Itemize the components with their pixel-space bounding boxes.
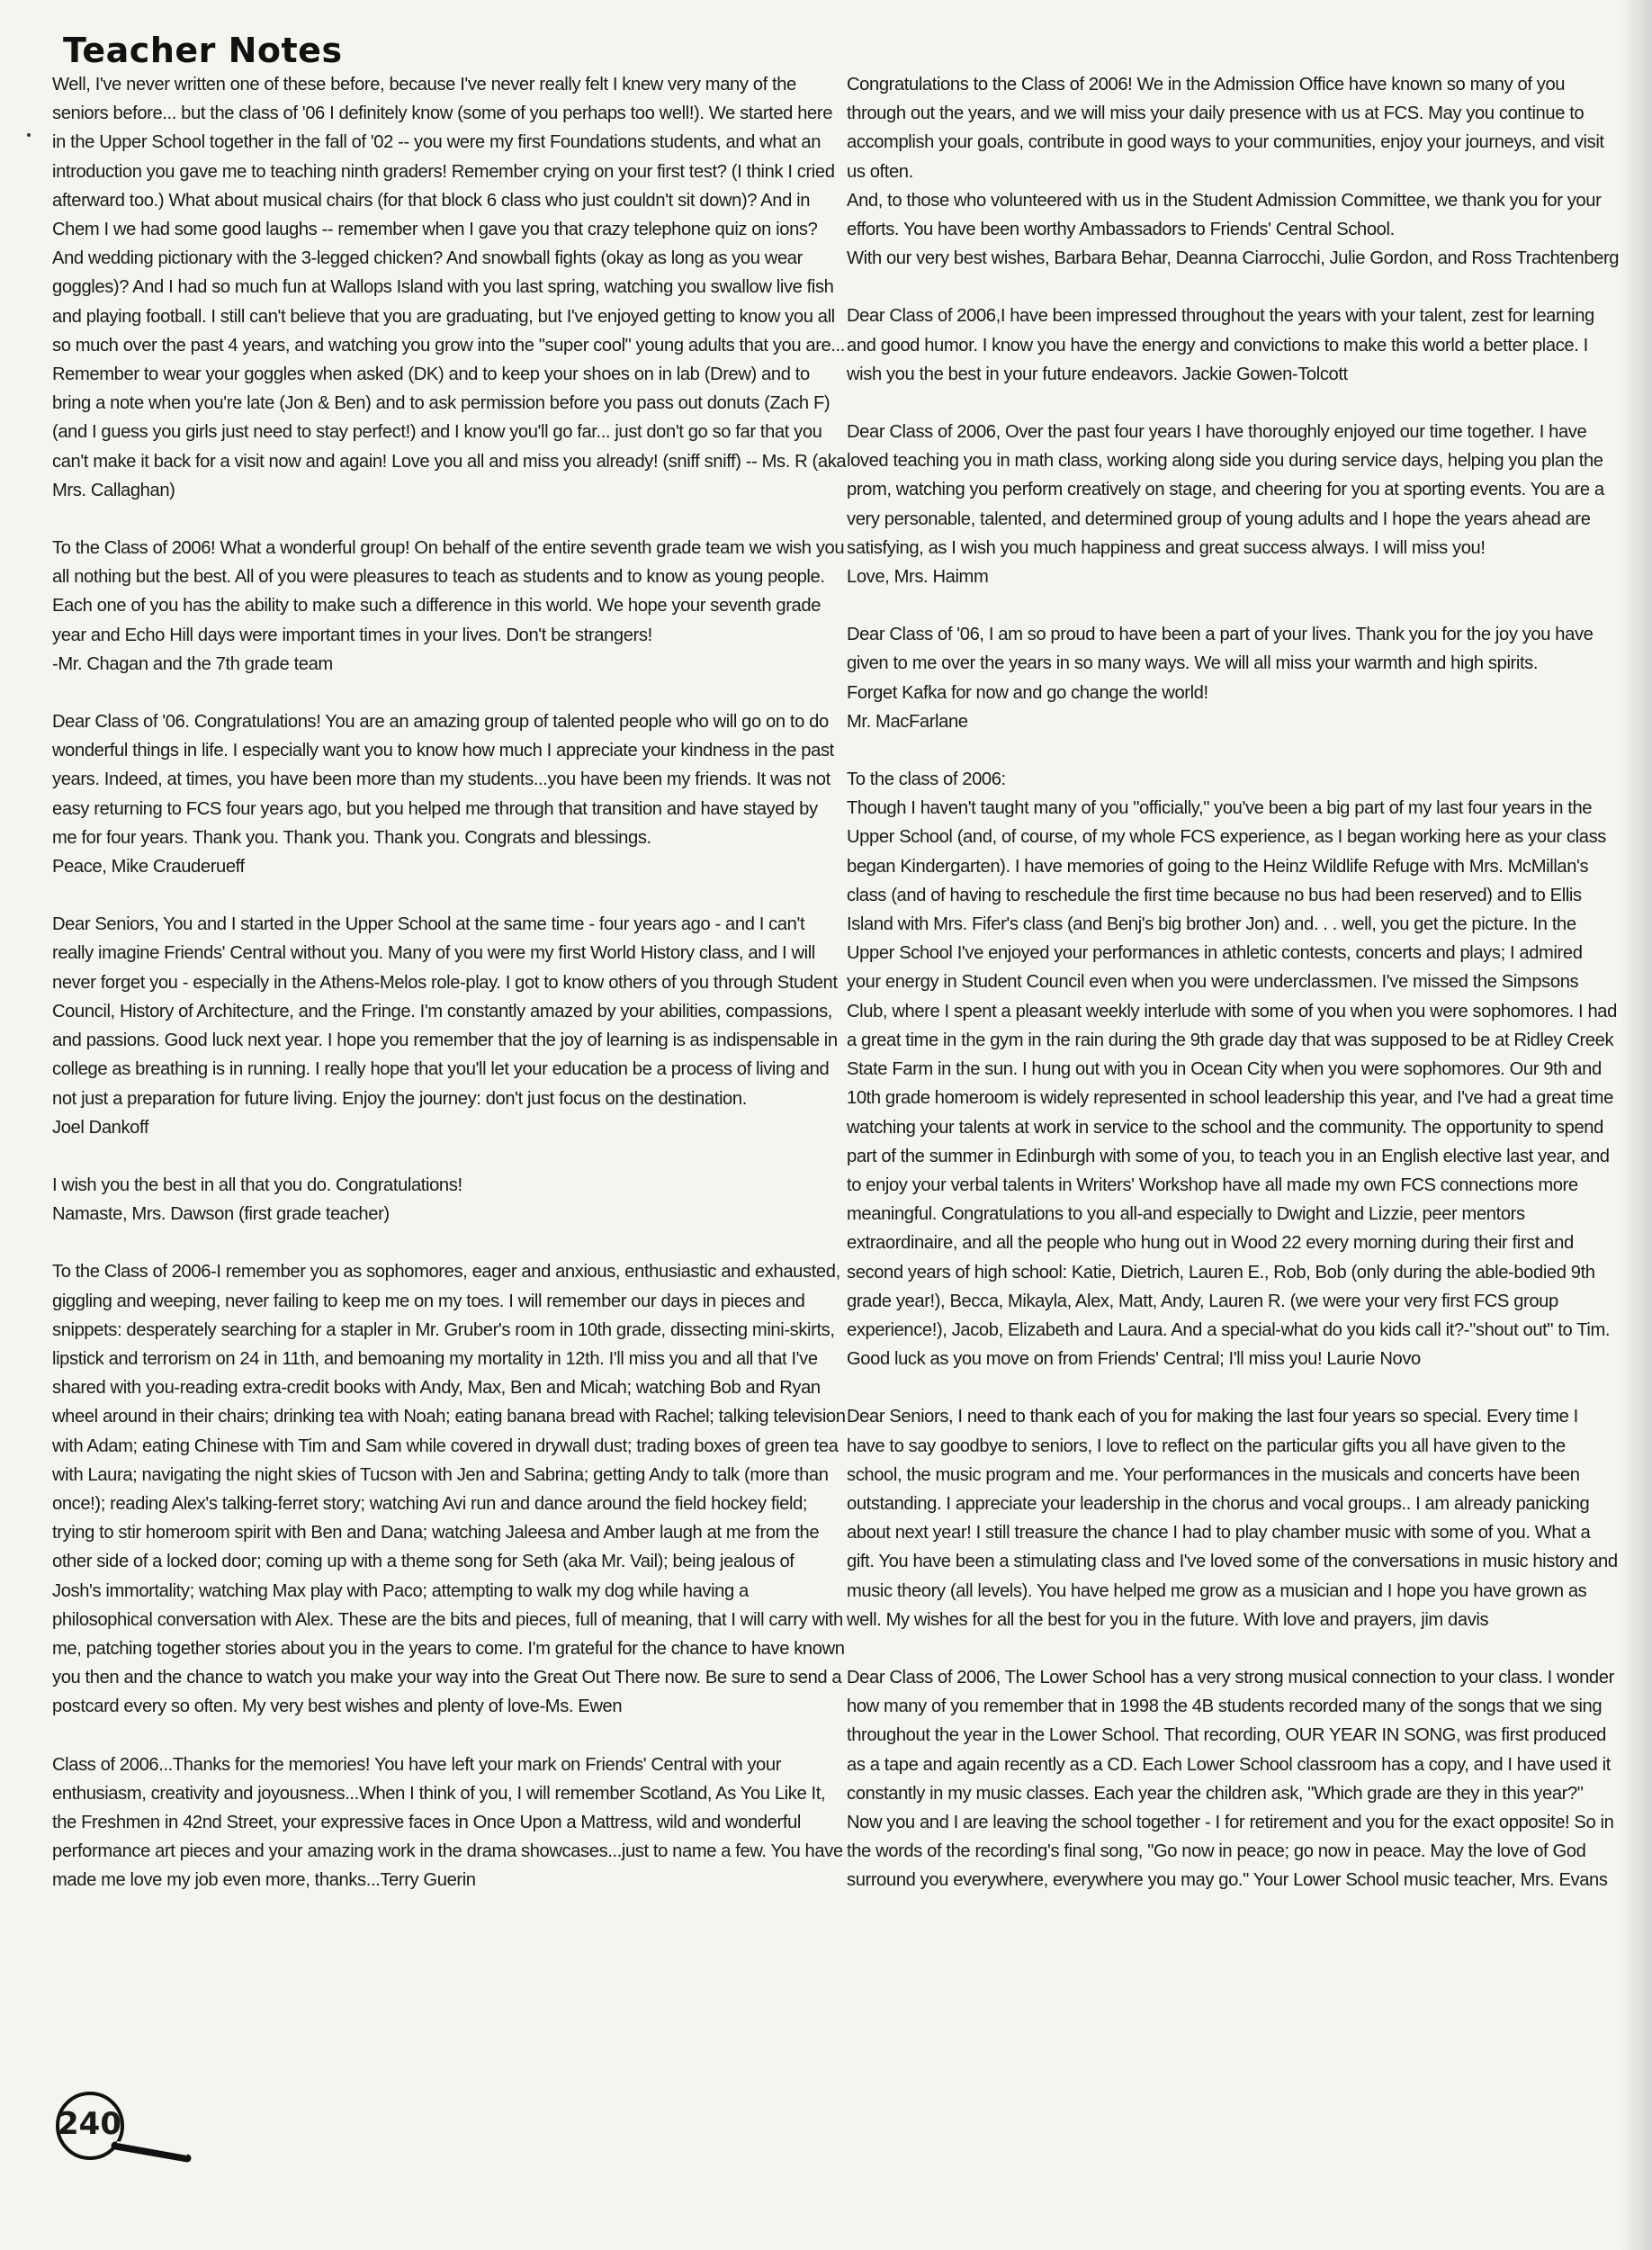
note-paragraph: With our very best wishes, Barbara Behar, Deanna Ciarrocchi, Julie Gordon, and Ross Trachtenberg <box>847 248 1620 269</box>
teacher-note <box>847 70 1621 273</box>
teacher-note <box>52 1171 847 1228</box>
teacher-note <box>847 1402 1621 1634</box>
teacher-note <box>52 70 847 505</box>
right-column <box>847 70 1621 1924</box>
note-paragraph: Mr. MacFarlane <box>847 711 968 732</box>
note-paragraph: Class of 2006...Thanks for the memories! You have left your mark on Friends' Central with your enthusiasm, creativity and joyousness...When I think of you, I will remember Scotland, As You Like It, the Freshmen in 42nd Street, your expressive faces in Once Upon a Mattress, wild and wonderful performance art pieces and your amazing work in the drama showcases...just to name a few. You have made me love my job even more, thanks...Terry Guerin <box>52 1754 843 1891</box>
stray-mark <box>27 133 31 137</box>
note-paragraph: Though I haven't taught many of you "officially," you've been a big part of my last four years in the Upper School (and, of course, of my whole FCS experience, as I began working here as your class began Kindergarten). I have memories of going to the Heinz Wildlife Refuge with Mrs. McMillan's class (and of having to reschedule the first time because no bus had been reserved) and to Ellis Island with Mrs. Fifer's class (and Benj's big brother Jon) and. . . well, you get the picture. In the Upper School I've enjoyed your performances in athletic contests, concerts and plays; I admired your energy in Student Council even when you were underclassmen. I've missed the Simpsons Club, where I spent a pleasant weekly interlude with some of you when you were sophomores. I had a great time in the gym in the rain during the 9th grade day that was supposed to be at Ridley Creek State Farm in the sun. I hung out with you in Ocean City when you were sophomores. Our 9th and 10th grade homeroom is widely represented in school leadership this year, and I've had a great time watching your talents at work in service to the school and the community. The opportunity to spend part of the summer in Edinburgh with some of you, to teach you in an English elective last year, and to enjoy your verbal talents in Writers' Workshop have all made my own FCS connections more meaningful. Congratulations to you all-and especially to Dwight and Lizzie, peer mentors extraordinaire, and all the people who hung out in Wood 22 every morning during their first and second years of high school: Katie, Dietrich, Lauren E., Rob, Bob (only during the able-bodied 9th grade year!), Becca, Mikayla, Alex, Matt, Andy, Lauren R. (we were your very first FCS group experience!), Jacob, Elizabeth and Laura. And a special-what do you kids call it?-"shout out" to Tim. Good luck as you move on from Friends' Central; I'll miss you! Laurie Novo <box>847 798 1617 1370</box>
page-title: Teacher Notes <box>63 31 343 70</box>
note-paragraph: Dear Class of '06, I am so proud to have been a part of your lives. Thank you for the joy you have given to me over the years in so many ways. We will all miss your warmth and high spirits. <box>847 625 1594 674</box>
teacher-note <box>52 1750 847 1895</box>
note-paragraph: Dear Class of 2006, The Lower School has a very strong musical connection to your class. I wonder how many of you remember that in 1998 the 4B students recorded many of the songs that we sing throughout the year in the Lower School. That recording, OUR YEAR IN SONG, was first produced as a tape and again recently as a CD. Each Lower School classroom has a copy, and I have used it constantly in my music classes. Each year the children ask, "Which grade are they in this year?" Now you and I are leaving the school together - I for retirement and you for the exact opposite! So in the words of the recording's final song, "Go now in peace; go now in peace. May the love of God surround you everywhere, everywhere you may go." Your Lower School music teacher, Mrs. Evans <box>847 1667 1614 1891</box>
teacher-note <box>847 620 1621 736</box>
teacher-note <box>52 910 847 1142</box>
note-paragraph: Forget Kafka for now and go change the world! <box>847 682 1208 703</box>
page-number: 240 <box>58 2106 121 2142</box>
teacher-note <box>52 707 847 881</box>
teacher-note <box>847 302 1621 389</box>
note-paragraph: Dear Seniors, I need to thank each of you for making the last four years so special. Every time I have to say goodbye to seniors, I love to reflect on the particular gifts you all have given to the school, the music program and me. Your performances in the musicals and concerts have been outstanding. I appreciate your leadership in the chorus and vocal groups.. I am already panicking about next year! I still treasure the chance I had to play chamber music with some of you. What a gift. You have been a stimulating class and I've loved some of the conversations in music history and music theory (all levels). You have helped me grow as a musician and I hope you have grown as well. My wishes for all the best for you in the future. With love and prayers, jim davis <box>847 1407 1618 1630</box>
note-paragraph: And, to those who volunteered with us in the Student Admission Committee, we thank you for your efforts. You have been worthy Ambassadors to Friends' Central School. <box>847 190 1602 240</box>
left-column <box>52 70 847 1924</box>
note-paragraph: I wish you the best in all that you do. Congratulations! <box>52 1174 462 1195</box>
teacher-note <box>52 534 847 679</box>
note-paragraph: Dear Class of 2006, Over the past four years I have thoroughly enjoyed our time together. I have loved teaching you in math class, working along side you during service days, helping you plan the prom, watching you perform creatively on stage, and cheering for you at sporting events. You are a very personable, talented, and determined group of young adults and I hope the years ahead are satisfying, as I wish you much happiness and great success always. I will miss you! <box>847 422 1604 558</box>
teacher-note <box>847 765 1621 1373</box>
teacher-note <box>52 1257 847 1721</box>
note-paragraph: Peace, Mike Crauderueff <box>52 857 245 878</box>
note-paragraph: Namaste, Mrs. Dawson (first grade teacher) <box>52 1204 390 1225</box>
binding-shadow <box>1620 0 1652 2250</box>
teacher-note <box>847 418 1621 591</box>
note-paragraph: To the Class of 2006-I remember you as sophomores, eager and anxious, enthusiastic and exhausted, giggling and weeping, never failing to keep me on my toes. I will remember our days in pieces and snippets: desperately searching for a stapler in Mr. Gruber's room in 10th grade, dissecting mini-skirts, lipstick and terrorism on 24 in 11th, and bemoaning my mortality in 12th. I'll miss you and all that I've shared with you-reading extra-credit books with Andy, Max, Ben and Micah; watching Bob and Ryan wheel around in their chairs; drinking tea with Noah; eating banana bread with Rachel; talking television with Adam; eating Chinese with Tim and Sam while covered in drywall dust; trading boxes of green tea with Laura; navigating the night skies of Tucson with Jen and Sabrina; getting Andy to talk (more than once!); reading Alex's talking-ferret story; watching Avi run and dance around the field hockey field; trying to stir homeroom spirit with Ben and Dana; watching Jaleesa and Amber laugh at me from the other side of a locked door; coming up with a theme song for Seth (aka Mr. Vail); being jealous of Josh's immortality; watching Max play with Paco; attempting to walk my dog while having a philosophical conversation with Alex. These are the bits and pieces, full of meaning, that I will carry with me, patching together stories about you in the years to come. I'm grateful for the chance to have known you then and the chance to watch you make your way into the Great Out There now. Be sure to send a postcard every so often. My very best wishes and plenty of love-Ms. Ewen <box>52 1262 846 1717</box>
note-paragraph: Dear Class of 2006,I have been impressed throughout the years with your talent, zest for learning and good humor. I know you have the energy and convictions to make this world a better place. I wish you the best in your future endeavors. Jackie Gowen-Tolcott <box>847 306 1594 384</box>
note-paragraph: Love, Mrs. Haimm <box>847 567 989 588</box>
note-paragraph: Dear Class of '06. Congratulations! You are an amazing group of talented people who will go on to do wonderful things in life. I especially want you to know how much I appreciate your kindness in the past years. Indeed, at times, you have been more than my students...you have been my friends. It was not easy returning to FCS four years ago, but you helped me through that transition and have stayed by me for four years. Thank you. Thank you. Thank you. Congrats and blessings. <box>52 712 834 848</box>
note-paragraph: To the class of 2006: <box>847 770 1006 790</box>
note-paragraph: Well, I've never written one of these before, because I've never really felt I knew very many of the seniors before... but the class of '06 I definitely know (some of you perhaps too well!). We started here in the Upper School together in the fall of '02 -- you were my first Foundations students, and what an introduction you gave me to teaching ninth graders! Remember crying on your first test? (I think I cried afterward too.) What about musical chairs (for that block 6 class who just couldn't sit down)? And in Chem I we had some good laughs -- remember when I gave you that crazy telephone quiz on ions? And wedding pictionary with the 3-legged chicken? And snowball fights (okay as long as you wear goggles)? And I had so much fun at Wallops Island with you last spring, watching you swallow live fish and playing football. I still can't believe that you are graduating, but I've enjoyed getting to know you all so much over the past 4 years, and watching you grow into the "super cool" young adults that you are... Remember to wear your goggles when asked (DK) and to keep your shoes on in lab (Drew) and to bring a note when you're late (Jon & Ben) and to ask permission before you pass out donuts (Zach F) (and I guess you girls just need to stay perfect!) and I know you'll go far... just don't go so far that you can't make it back for a visit now and again! Love you all and miss you already! (sniff sniff) -- Ms. R (aka Mrs. Callaghan) <box>52 75 847 500</box>
page-number-badge <box>52 2086 196 2167</box>
note-paragraph: To the Class of 2006! What a wonderful group! On behalf of the entire seventh grade team we wish you all nothing but the best. All of you were pleasures to teach as students and to know as young people. Each one of you has the ability to make such a difference in this world. We hope your seventh grade year and Echo Hill days were important times in your lives. Don't be strangers! <box>52 538 845 645</box>
note-paragraph: Congratulations to the Class of 2006! We in the Admission Office have known so many of you through out the years, and we will miss your daily presence with us at FCS. May you continue to accomplish your goals, contribute in good ways to your communities, enjoy your journeys, and visit us often. <box>847 75 1604 182</box>
note-paragraph: -Mr. Chagan and the 7th grade team <box>52 653 333 674</box>
note-paragraph: Joel Dankoff <box>52 1117 149 1138</box>
teacher-note <box>847 1663 1621 1895</box>
note-paragraph: Dear Seniors, You and I started in the Upper School at the same time - four years ago - and I can't really imagine Friends' Central without you. Many of you were my first World History class, and I will never forget you - especially in the Athens-Melos role-play. I got to know others of you through Student Council, History of Architecture, and the Fringe. I'm constantly amazed by your abilities, compassions, and passions. Good luck next year. I hope you remember that the joy of learning is as indispensable in college as breathing is in running. I really hope that you'll let your education be a process of living and not just a preparation for future living. Enjoy the journey: don't just focus on the destination. <box>52 914 838 1109</box>
